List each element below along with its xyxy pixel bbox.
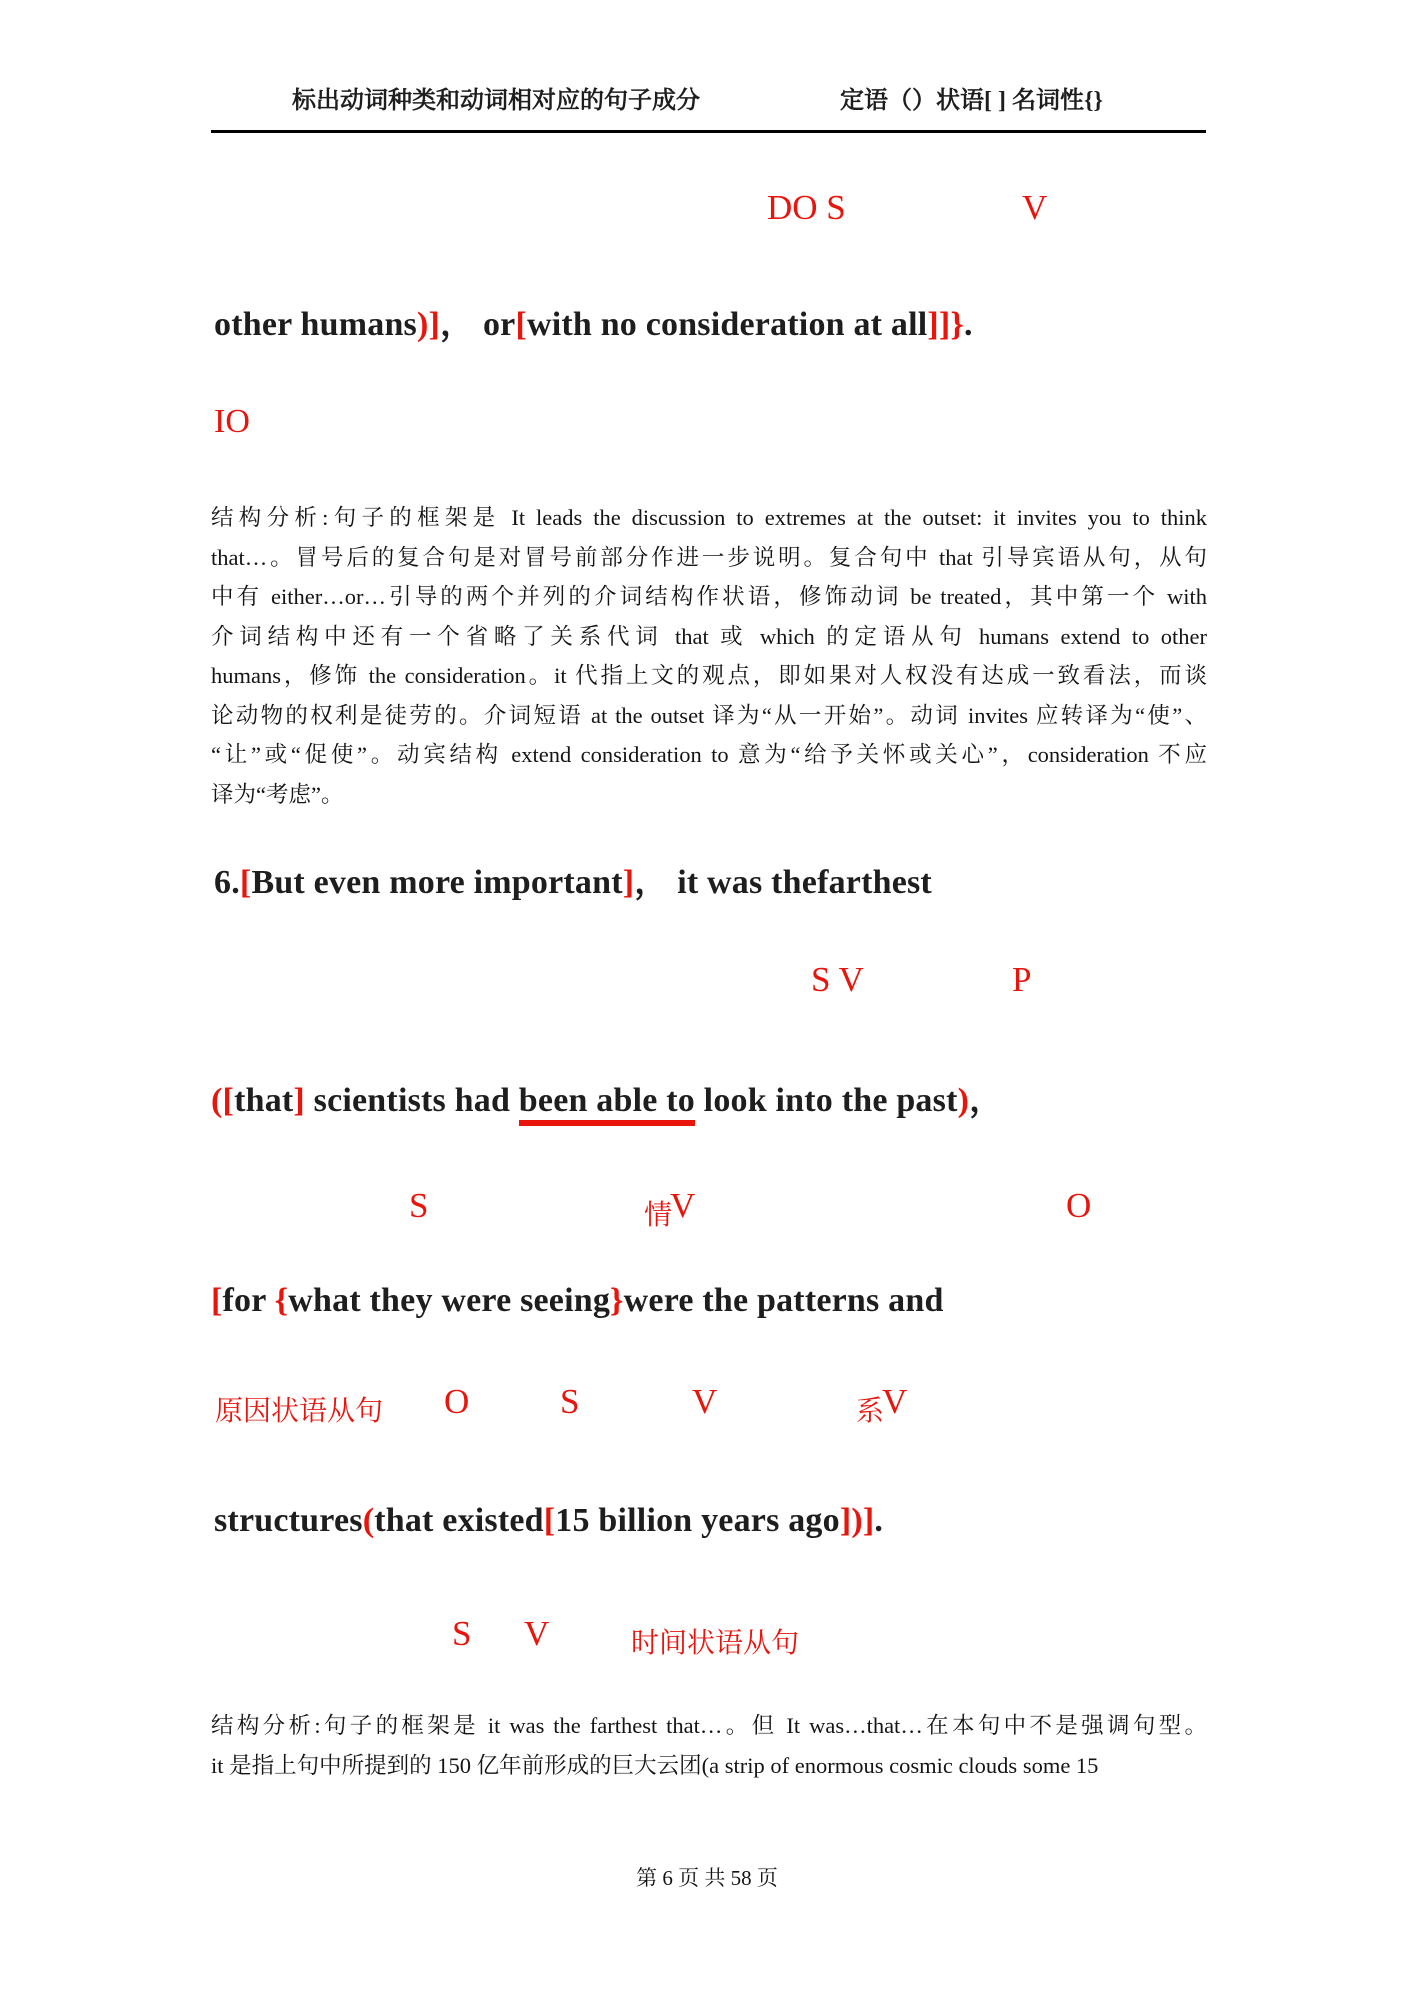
grammar-annotation-label: 时间状语从句 bbox=[631, 1628, 800, 1659]
text-run: that existed bbox=[374, 1502, 544, 1539]
text-run: ) bbox=[957, 1082, 970, 1119]
header-legend: 定语（）状语[ ] 名词性{} bbox=[840, 88, 1103, 114]
grammar-annotation-label: 情 bbox=[644, 1200, 673, 1231]
grammar-annotation-label: S bbox=[409, 1186, 429, 1225]
paragraph-line: 论动物的权利是徒劳的。介词短语 at the outset 译为“从一开始”。动词 invites 应转译为“使”、 bbox=[211, 702, 1207, 728]
paragraph-line: it 是指上句中所提到的 150 亿年前形成的巨大云团(a strip of enormous cosmic clouds some 15 bbox=[211, 1752, 1099, 1778]
grammar-annotation-label: S V bbox=[811, 960, 864, 999]
text-run: ， bbox=[634, 864, 678, 901]
text-run: ]]} bbox=[927, 306, 965, 343]
grammar-annotation-label: V bbox=[882, 1382, 908, 1421]
text-run: what they were seeing bbox=[288, 1282, 611, 1319]
text-run: [ bbox=[211, 1282, 223, 1319]
grammar-annotation-row bbox=[0, 1382, 1414, 1430]
text-run: scientists had bbox=[304, 1082, 519, 1119]
grammar-annotation-row bbox=[0, 188, 1414, 236]
text-run: But even more important bbox=[251, 864, 623, 901]
paragraph-line: “让”或“促使”。动宾结构 extend consideration to 意为“给予关怀或关心”，consideration 不应 bbox=[211, 742, 1207, 767]
grammar-annotation-label: P bbox=[1012, 960, 1032, 999]
sentence-line bbox=[214, 296, 973, 345]
text-run: that bbox=[234, 1082, 294, 1119]
text-run: ， bbox=[440, 306, 483, 343]
grammar-annotation-label: DO S bbox=[767, 188, 846, 227]
grammar-annotation-label: 系 bbox=[856, 1396, 885, 1427]
text-run: other humans bbox=[214, 306, 417, 343]
text-run: or bbox=[482, 306, 516, 343]
text-run: it was thefarthest bbox=[677, 864, 932, 901]
grammar-annotation-label: V bbox=[524, 1614, 550, 1653]
text-run: 15 billion years ago bbox=[555, 1502, 840, 1539]
grammar-annotation-row bbox=[0, 1186, 1414, 1234]
paragraph-line: humans，修饰 the consideration。it 代指上文的观点，即如果对人权没有达成一致看法，而谈 bbox=[211, 663, 1207, 688]
grammar-annotation-label: O bbox=[1066, 1186, 1092, 1225]
io-annotation: IO bbox=[214, 403, 250, 440]
text-run: } bbox=[610, 1282, 624, 1319]
text-run: were the patterns and bbox=[623, 1282, 944, 1319]
text-run: [ bbox=[239, 864, 252, 901]
grammar-annotation-row bbox=[0, 960, 1414, 1008]
grammar-annotation-label: V bbox=[670, 1186, 696, 1225]
grammar-annotation-row bbox=[0, 1614, 1414, 1662]
header-rule bbox=[211, 130, 1206, 133]
sentence-line bbox=[214, 854, 932, 903]
analysis-paragraph bbox=[211, 498, 1207, 814]
paragraph-line: 译为“考虑”。 bbox=[211, 781, 344, 807]
paragraph-line: 结构分析:句子的框架是 it was the farthest that…。但 It was…that…在本句中不是强调句型。 bbox=[211, 1713, 1207, 1738]
text-run: for bbox=[222, 1282, 275, 1319]
underlined-phrase: been able to bbox=[519, 1082, 695, 1126]
sentence-line bbox=[211, 1282, 944, 1320]
text-run: { bbox=[274, 1282, 289, 1319]
grammar-annotation-label: S bbox=[452, 1614, 472, 1653]
sentence-line bbox=[211, 1072, 1003, 1121]
text-run: ] bbox=[622, 864, 635, 901]
text-run: 6. bbox=[214, 864, 240, 901]
paragraph-line: 中有 either…or…引导的两个并列的介词结构作状语，修饰动词 be treated，其中第一个 with bbox=[211, 584, 1207, 609]
text-run: structures bbox=[214, 1502, 363, 1539]
paragraph-line: 结构分析:句子的框架是 It leads the discussion to extremes at the outset: it invites you to think bbox=[211, 505, 1207, 530]
text-run: ， bbox=[969, 1082, 1004, 1119]
text-run: ( bbox=[362, 1502, 375, 1539]
text-run: with no consideration at all bbox=[526, 306, 928, 343]
text-run: . bbox=[964, 306, 973, 343]
text-run: ])] bbox=[839, 1502, 875, 1539]
text-run: [ bbox=[222, 1082, 235, 1119]
grammar-annotation-label: V bbox=[692, 1382, 718, 1421]
page-footer: 第 6 页 共 58 页 bbox=[636, 1866, 778, 1890]
grammar-annotation-label: 原因状语从句 bbox=[215, 1396, 384, 1427]
text-run: )] bbox=[416, 306, 441, 343]
paragraph-line: 介词结构中还有一个省略了关系代词 that 或 which 的定语从句 humans extend to other bbox=[211, 623, 1207, 649]
grammar-annotation-label: S bbox=[560, 1382, 580, 1421]
grammar-annotation-label: V bbox=[1022, 188, 1048, 227]
grammar-annotation-label: O bbox=[444, 1382, 470, 1421]
paragraph-line: that…。冒号后的复合句是对冒号前部分作进一步说明。复合句中 that 引导宾语从句，从句 bbox=[211, 544, 1207, 570]
text-run: ] bbox=[293, 1082, 305, 1119]
text-run: ( bbox=[211, 1082, 223, 1119]
text-run: look into the past bbox=[694, 1082, 958, 1119]
text-run: [ bbox=[515, 306, 527, 343]
text-run: . bbox=[874, 1502, 884, 1539]
analysis-paragraph bbox=[211, 1706, 1207, 1785]
header-instruction: 标出动词种类和动词相对应的句子成分 bbox=[292, 88, 700, 114]
text-run: [ bbox=[543, 1502, 556, 1539]
sentence-line bbox=[214, 1502, 883, 1540]
